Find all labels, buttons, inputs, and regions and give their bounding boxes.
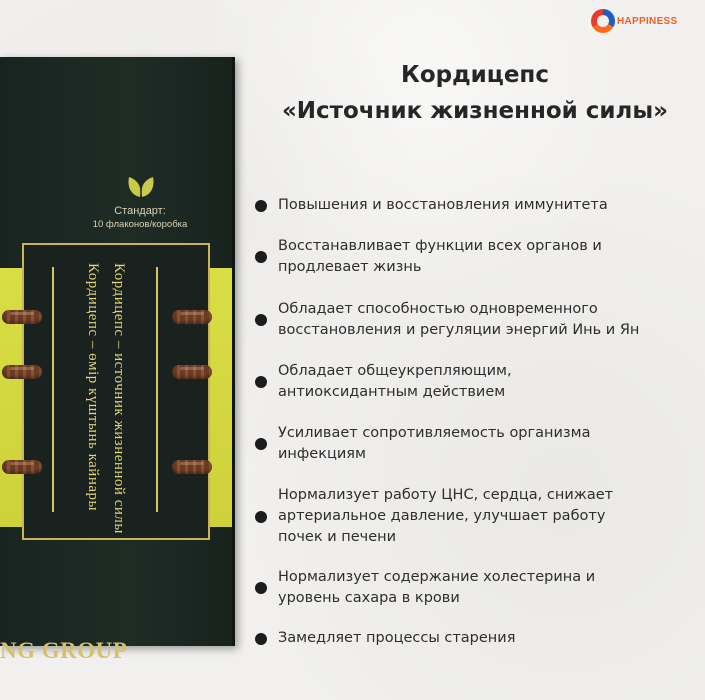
product-box-image <box>0 57 235 663</box>
capsule-icon <box>2 365 42 379</box>
brand-text: NG GROUP <box>0 638 128 663</box>
list-item-text: Обладает общеукрепляющим, антиоксидантным действием <box>278 363 512 400</box>
label-panel <box>22 243 210 540</box>
leaf-icon <box>125 175 157 199</box>
list-item <box>255 361 700 403</box>
capsule-icon <box>172 310 212 324</box>
list-item-text: Нормализует работу ЦНС, сердца, снижает артериальное давление, улучшает работу почек и печени <box>278 487 614 545</box>
bullet-dot-icon <box>255 251 267 263</box>
vertical-label-2: Кордицепс – өмір күштынь кайнары <box>85 263 101 512</box>
list-item <box>255 299 700 341</box>
list-item <box>255 567 700 609</box>
capsule-icon <box>172 365 212 379</box>
happiness-logo-icon <box>591 9 615 33</box>
bullet-dot-icon <box>255 200 267 212</box>
bullet-dot-icon <box>255 376 267 388</box>
standard-subtitle: 10 флаконов/коробка <box>92 219 188 230</box>
happiness-logo <box>591 9 678 33</box>
list-item <box>255 485 700 548</box>
list-item-text: Восстанавливает функции всех органов и продлевает жизнь <box>278 238 602 275</box>
capsule-icon <box>2 310 42 324</box>
standard-title: Стандарт: <box>114 205 166 217</box>
list-item-text: Замедляет процессы старения <box>278 630 516 646</box>
bullet-dot-icon <box>255 438 267 450</box>
capsule-icon <box>172 460 212 474</box>
gold-line-left <box>52 267 54 512</box>
logo-text: HAPPINESS <box>617 15 678 27</box>
page-title: Кордицепс <box>401 62 549 88</box>
list-item-text: Усиливает сопротивляемость организма инфекциям <box>278 425 591 462</box>
list-item <box>255 236 700 278</box>
vertical-label-1: Кордицепс – источник жизненной силы <box>111 263 127 534</box>
bullet-dot-icon <box>255 582 267 594</box>
list-item-text: Нормализует содержание холестерина и уровень сахара в крови <box>278 569 596 606</box>
bullet-dot-icon <box>255 633 267 645</box>
bullet-dot-icon <box>255 511 267 523</box>
list-item <box>255 628 700 649</box>
capsule-icon <box>2 460 42 474</box>
gold-line-right <box>156 267 158 512</box>
list-item <box>255 195 700 216</box>
bullet-dot-icon <box>255 314 267 326</box>
list-item-text: Повышения и восстановления иммунитета <box>278 197 608 213</box>
list-item <box>255 423 700 465</box>
list-item-text: Обладает способностью одновременного восстановления и регуляции энергий Инь и Ян <box>278 301 640 338</box>
page-subtitle: «Источник жизненной силы» <box>281 98 669 124</box>
